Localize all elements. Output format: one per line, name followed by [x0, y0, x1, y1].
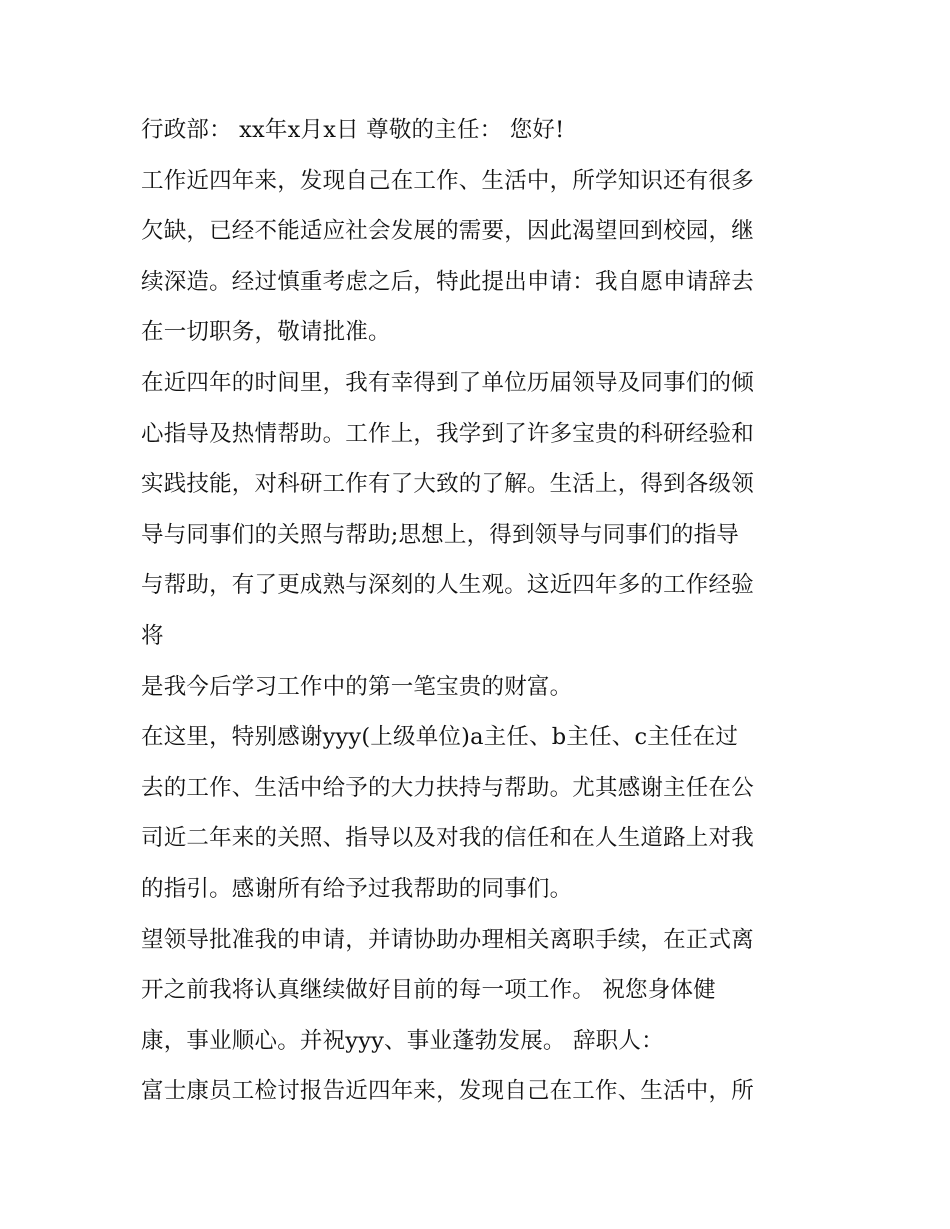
text-line: 实践技能，对科研工作有了大致的了解。生活上，得到各级领: [141, 471, 754, 497]
text-line: 欠缺，已经不能适应社会发展的需要，因此渴望回到校园，继: [141, 218, 754, 244]
text-line: 开之前我将认真继续做好目前的每一项工作。 祝您身体健: [141, 977, 716, 1003]
text-line: 是我今后学习工作中的第一笔宝贵的财富。: [141, 674, 573, 700]
text-line: 在一切职务，敬请批准。: [141, 319, 391, 345]
text-line: 的指引。感谢所有给予过我帮助的同事们。: [141, 876, 573, 902]
text-line: 在近四年的时间里，我有幸得到了单位历届领导及同事们的倾: [141, 370, 754, 396]
text-line: 富士康员工检讨报告近四年来，发现自己在工作、生活中，所: [141, 1078, 754, 1104]
text-line: 续深造。经过慎重考虑之后，特此提出申请：我自愿申请辞去: [141, 269, 754, 295]
text-line: 与帮助，有了更成熟与深刻的人生观。这近四年多的工作经验: [141, 572, 754, 598]
text-line: 去的工作、生活中给予的大力扶持与帮助。尤其感谢主任在公: [141, 775, 754, 801]
text-line: 心指导及热情帮助。工作上，我学到了许多宝贵的科研经验和: [141, 421, 754, 447]
text-line: 工作近四年来，发现自己在工作、生活中，所学知识还有很多: [141, 168, 754, 194]
text-line: 将: [141, 623, 164, 649]
text-line: 司近二年来的关照、指导以及对我的信任和在人生道路上对我: [141, 825, 754, 851]
text-line: 望领导批准我的申请，并请协助办理相关离职手续，在正式离: [141, 927, 754, 953]
text-line: 导与同事们的关照与帮助;思想上，得到领导与同事们的指导: [141, 522, 739, 548]
text-line: 在这里，特别感谢yyy(上级单位)a主任、b主任、c主任在过: [141, 724, 739, 750]
text-line: 行政部： xx年x月x日 尊敬的主任： 您好!: [141, 117, 565, 143]
text-line: 康，事业顺心。并祝yyy、事业蓬勃发展。 辞职人：: [141, 1028, 664, 1054]
